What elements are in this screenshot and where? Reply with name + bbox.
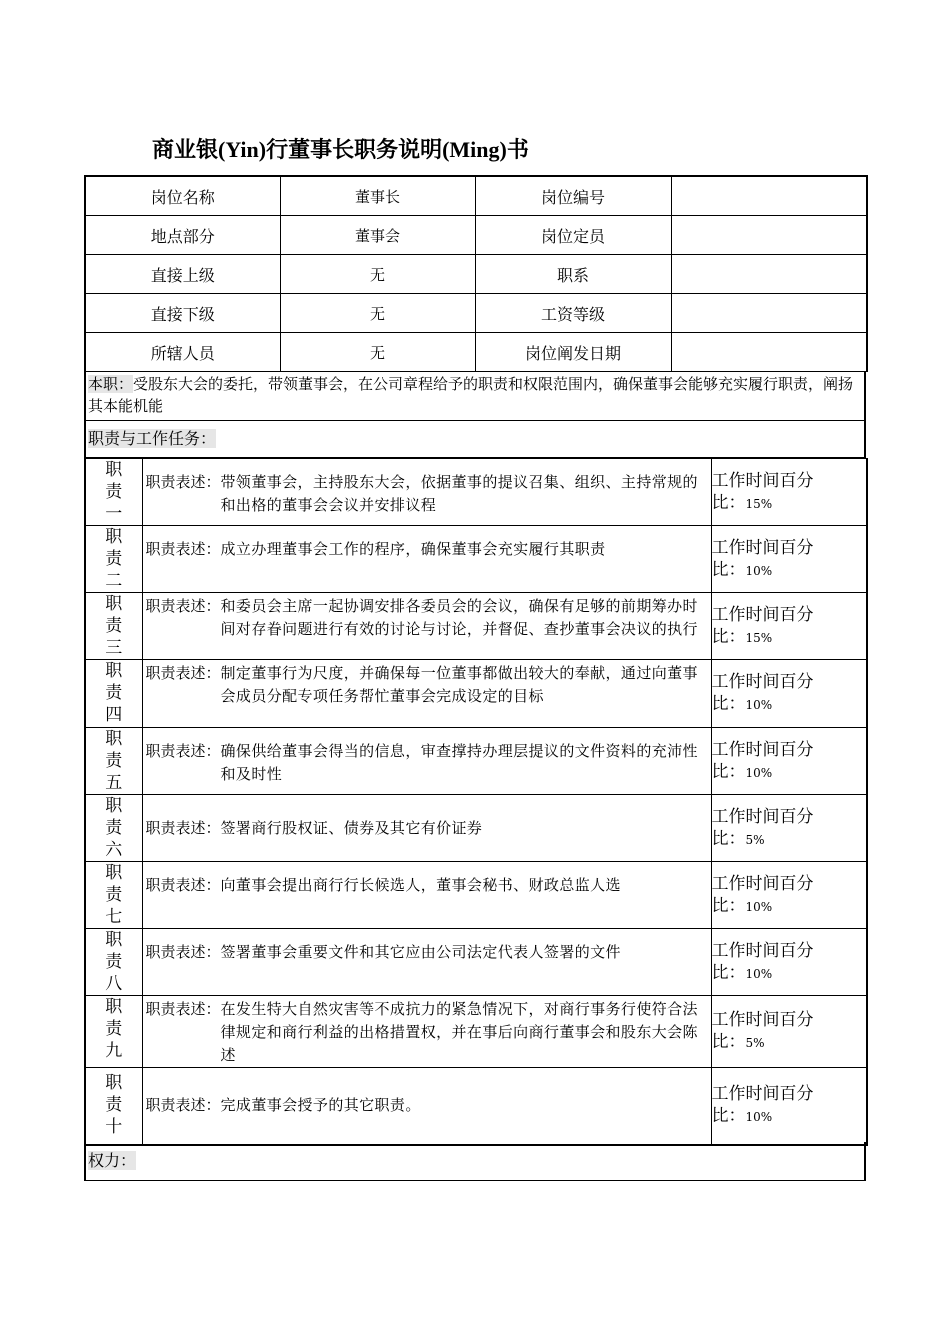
duty-number-char: 二 [105, 571, 123, 591]
work-time-ratio-value: 10% [745, 899, 773, 914]
work-time-percentage [711, 862, 867, 929]
duty-description-cell [142, 660, 711, 728]
info-label: 工资等级 [475, 294, 671, 333]
duty-number-char: 职 [105, 594, 123, 614]
work-time-label: 工作时间百分 [711, 537, 814, 558]
duty-row [85, 795, 867, 862]
work-time-ratio-value: 5% [745, 1036, 765, 1050]
info-label: 地点部分 [85, 216, 280, 255]
document-title: 商业银(Yin)行董事长职务说明(Ming)书 [152, 137, 529, 162]
duty-number [85, 459, 142, 526]
info-row [85, 294, 867, 333]
duty-number-char: 六 [105, 840, 123, 860]
work-time-percentage [711, 459, 867, 526]
duty-number-char: 九 [105, 1041, 123, 1061]
info-row [85, 333, 867, 372]
work-time-ratio-value: 10% [745, 698, 773, 712]
duty-description-label: 职责表述： [145, 818, 221, 837]
info-label: 所辖人员 [85, 333, 280, 372]
work-time-ratio-label: 比： [711, 492, 746, 513]
work-time-ratio-line [712, 492, 867, 515]
info-value: 董事长 [280, 176, 475, 216]
duty-number-char: 责 [105, 549, 123, 569]
duties-heading-row [84, 421, 866, 458]
duty-row [85, 929, 867, 996]
work-time-ratio-line [712, 962, 867, 985]
work-time-percentage [711, 1068, 867, 1145]
duty-description-text: 完成董事会授予的其它职责。 [220, 1096, 421, 1115]
duty-number-char: 责 [105, 683, 123, 703]
duty-description-text: 确保供给董事会得当的信息，审查撑持办理层提议的文件资料的充沛性和及时性 [220, 742, 698, 783]
duty-description-label: 职责表述： [145, 742, 221, 760]
core-duty-label: 本职： [88, 375, 134, 393]
work-time-ratio-line [712, 1031, 867, 1054]
info-row [85, 176, 867, 216]
duty-description-text: 制定董事行为尺度，并确保每一位董事都做出较大的奉献，通过向董事会成员分配专项任务帮忙董事会完成设定的目标 [220, 664, 698, 705]
work-time-percentage [711, 728, 867, 795]
duty-number [85, 593, 142, 660]
duty-description-cell [142, 996, 711, 1068]
work-time-ratio-line [712, 559, 867, 582]
info-label: 直接上级 [85, 255, 280, 294]
duty-row [85, 728, 867, 795]
duty-description-text: 在发生特大自然灾害等不成抗力的紧急情况下，对商行事务行使符合法律规定和商行利益的出格措置权，并在事后向商行董事会和股东大会陈述 [220, 1000, 698, 1064]
info-value [671, 294, 867, 333]
work-time-ratio-value: 15% [745, 496, 773, 511]
duty-row [85, 660, 867, 728]
duty-number [85, 1068, 142, 1145]
info-value: 无 [280, 294, 475, 333]
info-label: 岗位编号 [475, 176, 671, 216]
core-duty-section [84, 372, 866, 421]
duty-number [85, 526, 142, 593]
duty-number-char: 责 [105, 616, 123, 636]
info-label: 岗位名称 [85, 176, 280, 216]
duty-number-char: 责 [105, 1019, 123, 1039]
duty-number-char: 责 [105, 885, 123, 905]
duty-description-cell [142, 929, 711, 996]
work-time-ratio-line [712, 895, 867, 918]
duty-number-char: 职 [105, 729, 123, 749]
duty-row [85, 996, 867, 1068]
work-time-ratio-value: 10% [745, 765, 773, 780]
duty-description-cell [142, 795, 711, 862]
work-time-ratio-value: 10% [745, 966, 773, 981]
work-time-ratio-label: 比： [711, 626, 746, 647]
work-time-ratio-label: 比： [711, 559, 746, 580]
duty-description-text: 带领董事会，主持股东大会，依据董事的提议召集、组织、主持常规的和出格的董事会会议并安排议程 [220, 473, 698, 514]
duty-row [85, 862, 867, 929]
work-time-percentage [711, 660, 867, 728]
duty-number-char: 四 [105, 705, 123, 725]
info-row [85, 255, 867, 294]
duty-description-cell [142, 728, 711, 795]
work-time-ratio-label: 比： [711, 761, 746, 782]
duty-number-char: 职 [105, 930, 123, 950]
duty-number [85, 929, 142, 996]
duty-number [85, 862, 142, 929]
duty-description-text: 签署商行股权证、债券及其它有价证券 [220, 818, 483, 837]
duty-description-label: 职责表述： [145, 876, 221, 894]
work-time-ratio-line [712, 761, 867, 784]
duty-number-char: 责 [105, 751, 123, 771]
info-value [671, 333, 867, 372]
work-time-label: 工作时间百分 [711, 604, 814, 625]
duty-number-char: 职 [105, 460, 123, 480]
authority-section [84, 1142, 866, 1181]
duty-number-char: 三 [105, 638, 123, 658]
duty-number-char: 责 [105, 1095, 123, 1115]
work-time-label: 工作时间百分 [711, 672, 814, 692]
duty-number-char: 职 [105, 1073, 123, 1093]
info-label: 岗位阐发日期 [475, 333, 671, 372]
duty-number-char: 责 [105, 482, 123, 502]
duty-description-cell [142, 862, 711, 929]
authority-label: 权力： [88, 1151, 137, 1170]
work-time-ratio-value: 15% [745, 630, 773, 645]
work-time-ratio-value: 5% [745, 832, 765, 847]
duty-description-cell [142, 459, 711, 526]
duty-number-char: 一 [105, 504, 123, 524]
duties-table [84, 458, 868, 1146]
duty-description-cell [142, 593, 711, 660]
work-time-ratio-value: 10% [745, 563, 773, 578]
work-time-percentage [711, 593, 867, 660]
info-row [85, 216, 867, 255]
duty-description-text: 成立办理董事会工作的程序，确保董事会充实履行其职责 [220, 540, 606, 558]
core-duty-text: 受股东大会的委托，带领董事会，在公司章程给予的职责和权限范围内，确保董事会能够充实履行职责，阐扬其本能机能 [88, 375, 854, 415]
duty-number-char: 十 [105, 1117, 123, 1137]
work-time-label: 工作时间百分 [711, 940, 814, 961]
duty-description-label: 职责表述： [145, 1000, 221, 1018]
info-label: 直接下级 [85, 294, 280, 333]
duty-description-label: 职责表述： [145, 1096, 221, 1115]
work-time-label: 工作时间百分 [711, 806, 814, 827]
duty-number-char: 七 [105, 907, 123, 927]
info-value: 无 [280, 333, 475, 372]
duty-number [85, 728, 142, 795]
work-time-label: 工作时间百分 [711, 1010, 814, 1030]
work-time-label: 工作时间百分 [711, 873, 814, 894]
duty-number-char: 职 [105, 863, 123, 883]
work-time-ratio-line [712, 626, 867, 649]
info-label: 岗位定员 [475, 216, 671, 255]
work-time-percentage [711, 526, 867, 593]
work-time-label: 工作时间百分 [711, 470, 814, 491]
duty-number [85, 660, 142, 728]
work-time-ratio-label: 比： [711, 895, 746, 916]
duty-number-char: 五 [105, 773, 123, 793]
duty-description-label: 职责表述： [145, 597, 221, 615]
work-time-ratio-line [712, 693, 867, 716]
duty-number-char: 职 [105, 527, 123, 547]
work-time-percentage [711, 795, 867, 862]
duty-number-char: 责 [105, 818, 123, 838]
work-time-label: 工作时间百分 [711, 1084, 814, 1105]
duty-description-label: 职责表述： [145, 943, 221, 961]
work-time-ratio-label: 比： [711, 962, 746, 983]
duty-number-char: 八 [105, 974, 123, 994]
work-time-ratio-label: 比： [711, 828, 746, 849]
work-time-ratio-label: 比： [711, 1106, 746, 1127]
duty-row [85, 1068, 867, 1145]
duty-description-cell [142, 526, 711, 593]
position-info-table [84, 175, 868, 372]
duty-number-char: 职 [105, 997, 123, 1017]
work-time-ratio-value: 10% [745, 1110, 773, 1125]
info-value: 董事会 [280, 216, 475, 255]
info-value [671, 255, 867, 294]
duty-description-label: 职责表述： [145, 540, 221, 558]
duty-number-char: 责 [105, 952, 123, 972]
duties-heading: 职责与工作任务： [88, 429, 217, 448]
duty-number-char: 职 [105, 661, 123, 681]
info-value: 无 [280, 255, 475, 294]
work-time-percentage [711, 996, 867, 1068]
duty-row [85, 459, 867, 526]
duty-description-text: 向董事会提出商行行长候选人，董事会秘书、财政总监人选 [220, 876, 621, 894]
duty-number [85, 795, 142, 862]
duty-description-label: 职责表述： [145, 664, 221, 682]
duty-row [85, 593, 867, 660]
duty-description-text: 和委员会主席一起协调安排各委员会的会议，确保有足够的前期筹办时间对存眷问题进行有效的讨论与讨论，并督促、查抄董事会决议的执行 [220, 597, 698, 638]
duty-row [85, 526, 867, 593]
duty-description-text: 签署董事会重要文件和其它应由公司法定代表人签署的文件 [220, 943, 621, 961]
work-time-ratio-line [712, 1105, 867, 1128]
duty-description-label: 职责表述： [145, 473, 221, 491]
work-time-label: 工作时间百分 [711, 739, 814, 760]
work-time-percentage [711, 929, 867, 996]
info-label: 职系 [475, 255, 671, 294]
duty-number [85, 996, 142, 1068]
duty-description-cell [142, 1068, 711, 1145]
info-value [671, 216, 867, 255]
work-time-ratio-line [712, 828, 867, 851]
info-value [671, 176, 867, 216]
work-time-ratio-label: 比： [711, 1032, 746, 1052]
work-time-ratio-label: 比： [711, 694, 746, 714]
duty-number-char: 职 [105, 796, 123, 816]
